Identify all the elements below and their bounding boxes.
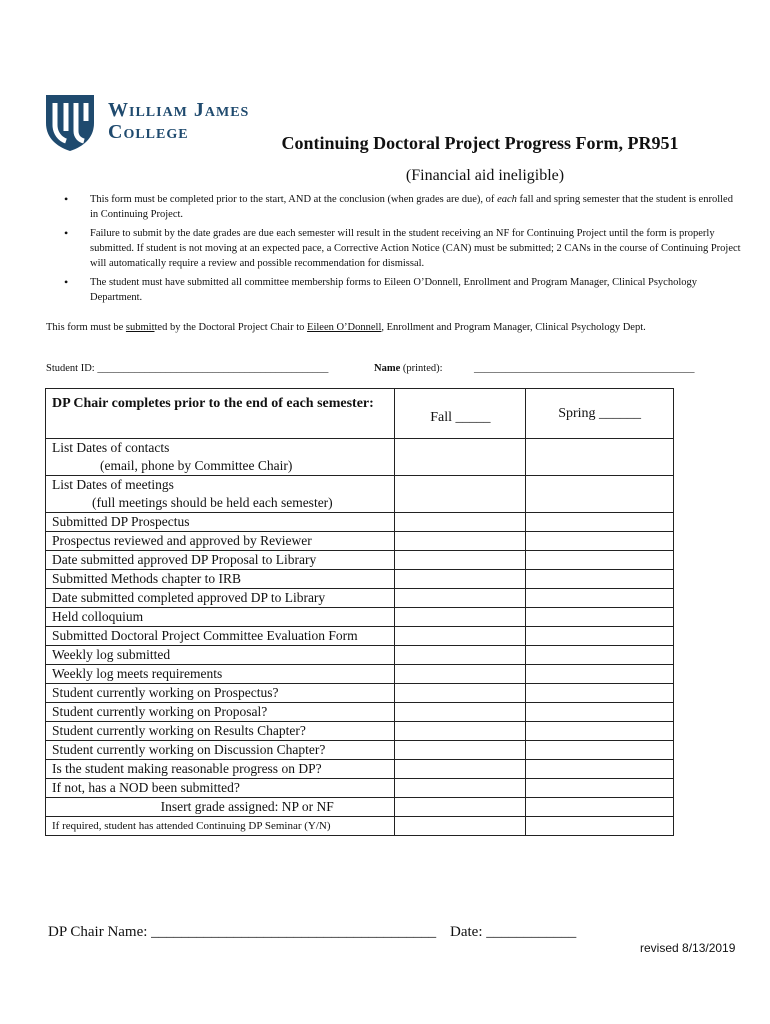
table-row — [46, 608, 674, 627]
note-underline: Eileen O’Donnell — [307, 322, 382, 333]
table-row — [46, 684, 674, 703]
row-label-text: If required, student has attended Continuing DP Seminar (Y/N) — [52, 820, 331, 832]
row-label — [46, 570, 395, 589]
table-row — [46, 439, 674, 476]
spring-cell[interactable] — [526, 513, 674, 532]
spring-cell[interactable] — [526, 532, 674, 551]
row-label-text: Insert grade assigned: NP or NF — [160, 799, 334, 814]
progress-table — [45, 388, 674, 836]
row-label — [46, 741, 395, 760]
table-row — [46, 817, 674, 836]
table-row — [46, 760, 674, 779]
instruction-text: This form must be completed prior to the start, AND at the conclusion (when grades are due), of — [90, 194, 498, 205]
spring-cell[interactable] — [526, 439, 674, 476]
spring-cell[interactable] — [526, 703, 674, 722]
table-header-row — [46, 389, 674, 439]
fall-cell[interactable] — [395, 439, 526, 476]
row-label — [46, 817, 395, 836]
table-row — [46, 589, 674, 608]
row-label — [46, 779, 395, 798]
form-subtitle: (Financial aid ineligible) — [405, 167, 565, 184]
fall-cell[interactable] — [395, 817, 526, 836]
fall-cell[interactable] — [395, 665, 526, 684]
signature-row — [48, 924, 577, 941]
row-label — [46, 439, 395, 476]
row-label-subtext: (full meetings should be held each semester) — [92, 495, 333, 510]
row-label-text: Weekly log submitted — [52, 647, 171, 662]
row-label — [46, 476, 395, 513]
table-row — [46, 513, 674, 532]
table-row — [46, 665, 674, 684]
row-label-text: If not, has a NOD been submitted? — [52, 780, 240, 795]
row-label — [46, 513, 395, 532]
fall-cell[interactable] — [395, 476, 526, 513]
row-label — [46, 798, 395, 817]
fall-cell[interactable] — [395, 513, 526, 532]
row-label-text: Student currently working on Discussion Chapter? — [52, 742, 326, 757]
logo-line-2: College — [108, 121, 189, 143]
row-label-text: Submitted Doctoral Project Committee Evaluation Form — [52, 628, 358, 643]
row-label — [46, 608, 395, 627]
fall-cell[interactable] — [395, 627, 526, 646]
fall-cell[interactable] — [395, 760, 526, 779]
row-label — [46, 703, 395, 722]
table-row — [46, 476, 674, 513]
row-label-text: Date submitted completed approved DP to Library — [52, 590, 326, 605]
row-label — [46, 665, 395, 684]
row-label — [46, 722, 395, 741]
note-text: , Enrollment and Program Manager, Clinical Psychology Dept. — [381, 322, 646, 333]
spring-cell[interactable] — [526, 741, 674, 760]
row-label — [46, 646, 395, 665]
fall-cell[interactable] — [395, 779, 526, 798]
note-text: This form must be — [46, 322, 126, 333]
spring-cell[interactable] — [526, 476, 674, 513]
table-row — [46, 741, 674, 760]
row-label-text: Weekly log meets requirements — [52, 666, 223, 681]
spring-cell[interactable] — [526, 722, 674, 741]
instruction-item — [62, 192, 742, 222]
fall-cell[interactable] — [395, 570, 526, 589]
row-label-text: List Dates of meetings — [52, 477, 174, 492]
instruction-item: • Failure to submit by the date grades are due each semester will result in the student receiving an NF for Continuing Project until the form is properly submitted. If student is not moving at an expected pace, a Corrective Action Notice (CAN) must be submitted; 2 CANs in the course of Continuing Project will automatically require a review and possible recommendation for dismissal. — [62, 226, 742, 271]
student-info-row — [46, 363, 746, 374]
instruction-item: • The student must have submitted all committee membership forms to Eileen O’Donnell, Enrollment and Program Manager, Clinical Psychology Department. — [62, 275, 742, 305]
fall-cell[interactable] — [395, 722, 526, 741]
spring-cell[interactable] — [526, 608, 674, 627]
fall-cell[interactable] — [395, 646, 526, 665]
spring-cell[interactable] — [526, 760, 674, 779]
fall-cell[interactable] — [395, 703, 526, 722]
row-label-text: Student currently working on Results Chapter? — [52, 723, 306, 738]
form-title: Continuing Doctoral Project Progress Form, PR951 — [281, 133, 679, 153]
fall-cell[interactable] — [395, 684, 526, 703]
spring-cell[interactable] — [526, 798, 674, 817]
logo-line-1: William James — [108, 99, 250, 121]
row-label-text: Student currently working on Proposal? — [52, 704, 268, 719]
fall-cell[interactable] — [395, 741, 526, 760]
instruction-emphasis: each — [497, 194, 517, 205]
fall-cell[interactable] — [395, 532, 526, 551]
table-row — [46, 798, 674, 817]
fall-column-header[interactable]: Fall _____ — [395, 389, 526, 439]
spring-cell[interactable] — [526, 627, 674, 646]
name-label-printed: (printed): — [400, 363, 443, 374]
row-label-text: Is the student making reasonable progress on DP? — [52, 761, 322, 776]
spring-cell[interactable] — [526, 570, 674, 589]
date-field[interactable]: Date: ____________ — [450, 924, 577, 940]
table-row — [46, 646, 674, 665]
row-label-text: Student currently working on Prospectus? — [52, 685, 279, 700]
row-label-text: Held colloquium — [52, 609, 144, 624]
instructions-list — [62, 192, 742, 309]
spring-cell[interactable] — [526, 684, 674, 703]
row-label — [46, 532, 395, 551]
row-label — [46, 760, 395, 779]
fall-cell[interactable] — [395, 551, 526, 570]
spring-cell[interactable] — [526, 779, 674, 798]
note-text: ted by the Doctoral Project Chair to — [154, 322, 308, 333]
row-label-text: Date submitted approved DP Proposal to Library — [52, 552, 317, 567]
row-label — [46, 627, 395, 646]
table-row — [46, 551, 674, 570]
table-row — [46, 722, 674, 741]
row-label-text: Prospectus reviewed and approved by Reviewer — [52, 533, 312, 548]
fall-cell[interactable] — [395, 798, 526, 817]
row-label-text: Submitted Methods chapter to IRB — [52, 571, 241, 586]
row-label — [46, 551, 395, 570]
name-label — [374, 363, 443, 374]
row-label — [46, 684, 395, 703]
spring-cell[interactable] — [526, 551, 674, 570]
spring-column-header[interactable]: Spring ______ — [526, 389, 674, 439]
row-label-text: List Dates of contacts — [52, 440, 170, 455]
student-id-field[interactable]: Student ID: ____________________________________________ — [46, 363, 329, 374]
spring-cell[interactable] — [526, 817, 674, 836]
table-row — [46, 703, 674, 722]
dp-chair-name-field[interactable]: DP Chair Name: ______________________________________ — [48, 924, 437, 940]
row-label-subtext: (email, phone by Committee Chair) — [100, 458, 293, 473]
table-row — [46, 532, 674, 551]
spring-cell[interactable] — [526, 665, 674, 684]
spring-cell[interactable] — [526, 646, 674, 665]
table-header-label: DP Chair completes prior to the end of each semester: — [46, 389, 395, 439]
name-label-bold: Name — [374, 363, 401, 374]
table-row — [46, 570, 674, 589]
revision-date: revised 8/13/2019 — [640, 941, 736, 955]
fall-cell[interactable] — [395, 589, 526, 608]
submission-note — [46, 320, 746, 335]
note-underline: submit — [125, 322, 155, 333]
name-field[interactable]: __________________________________________ — [474, 363, 695, 374]
row-label-text: Submitted DP Prospectus — [52, 514, 190, 529]
fall-cell[interactable] — [395, 608, 526, 627]
spring-cell[interactable] — [526, 589, 674, 608]
table-row — [46, 779, 674, 798]
row-label — [46, 589, 395, 608]
table-row — [46, 627, 674, 646]
instruction-text: fall and spring semester that the student is enrolled in Continuing Project. — [90, 194, 733, 220]
